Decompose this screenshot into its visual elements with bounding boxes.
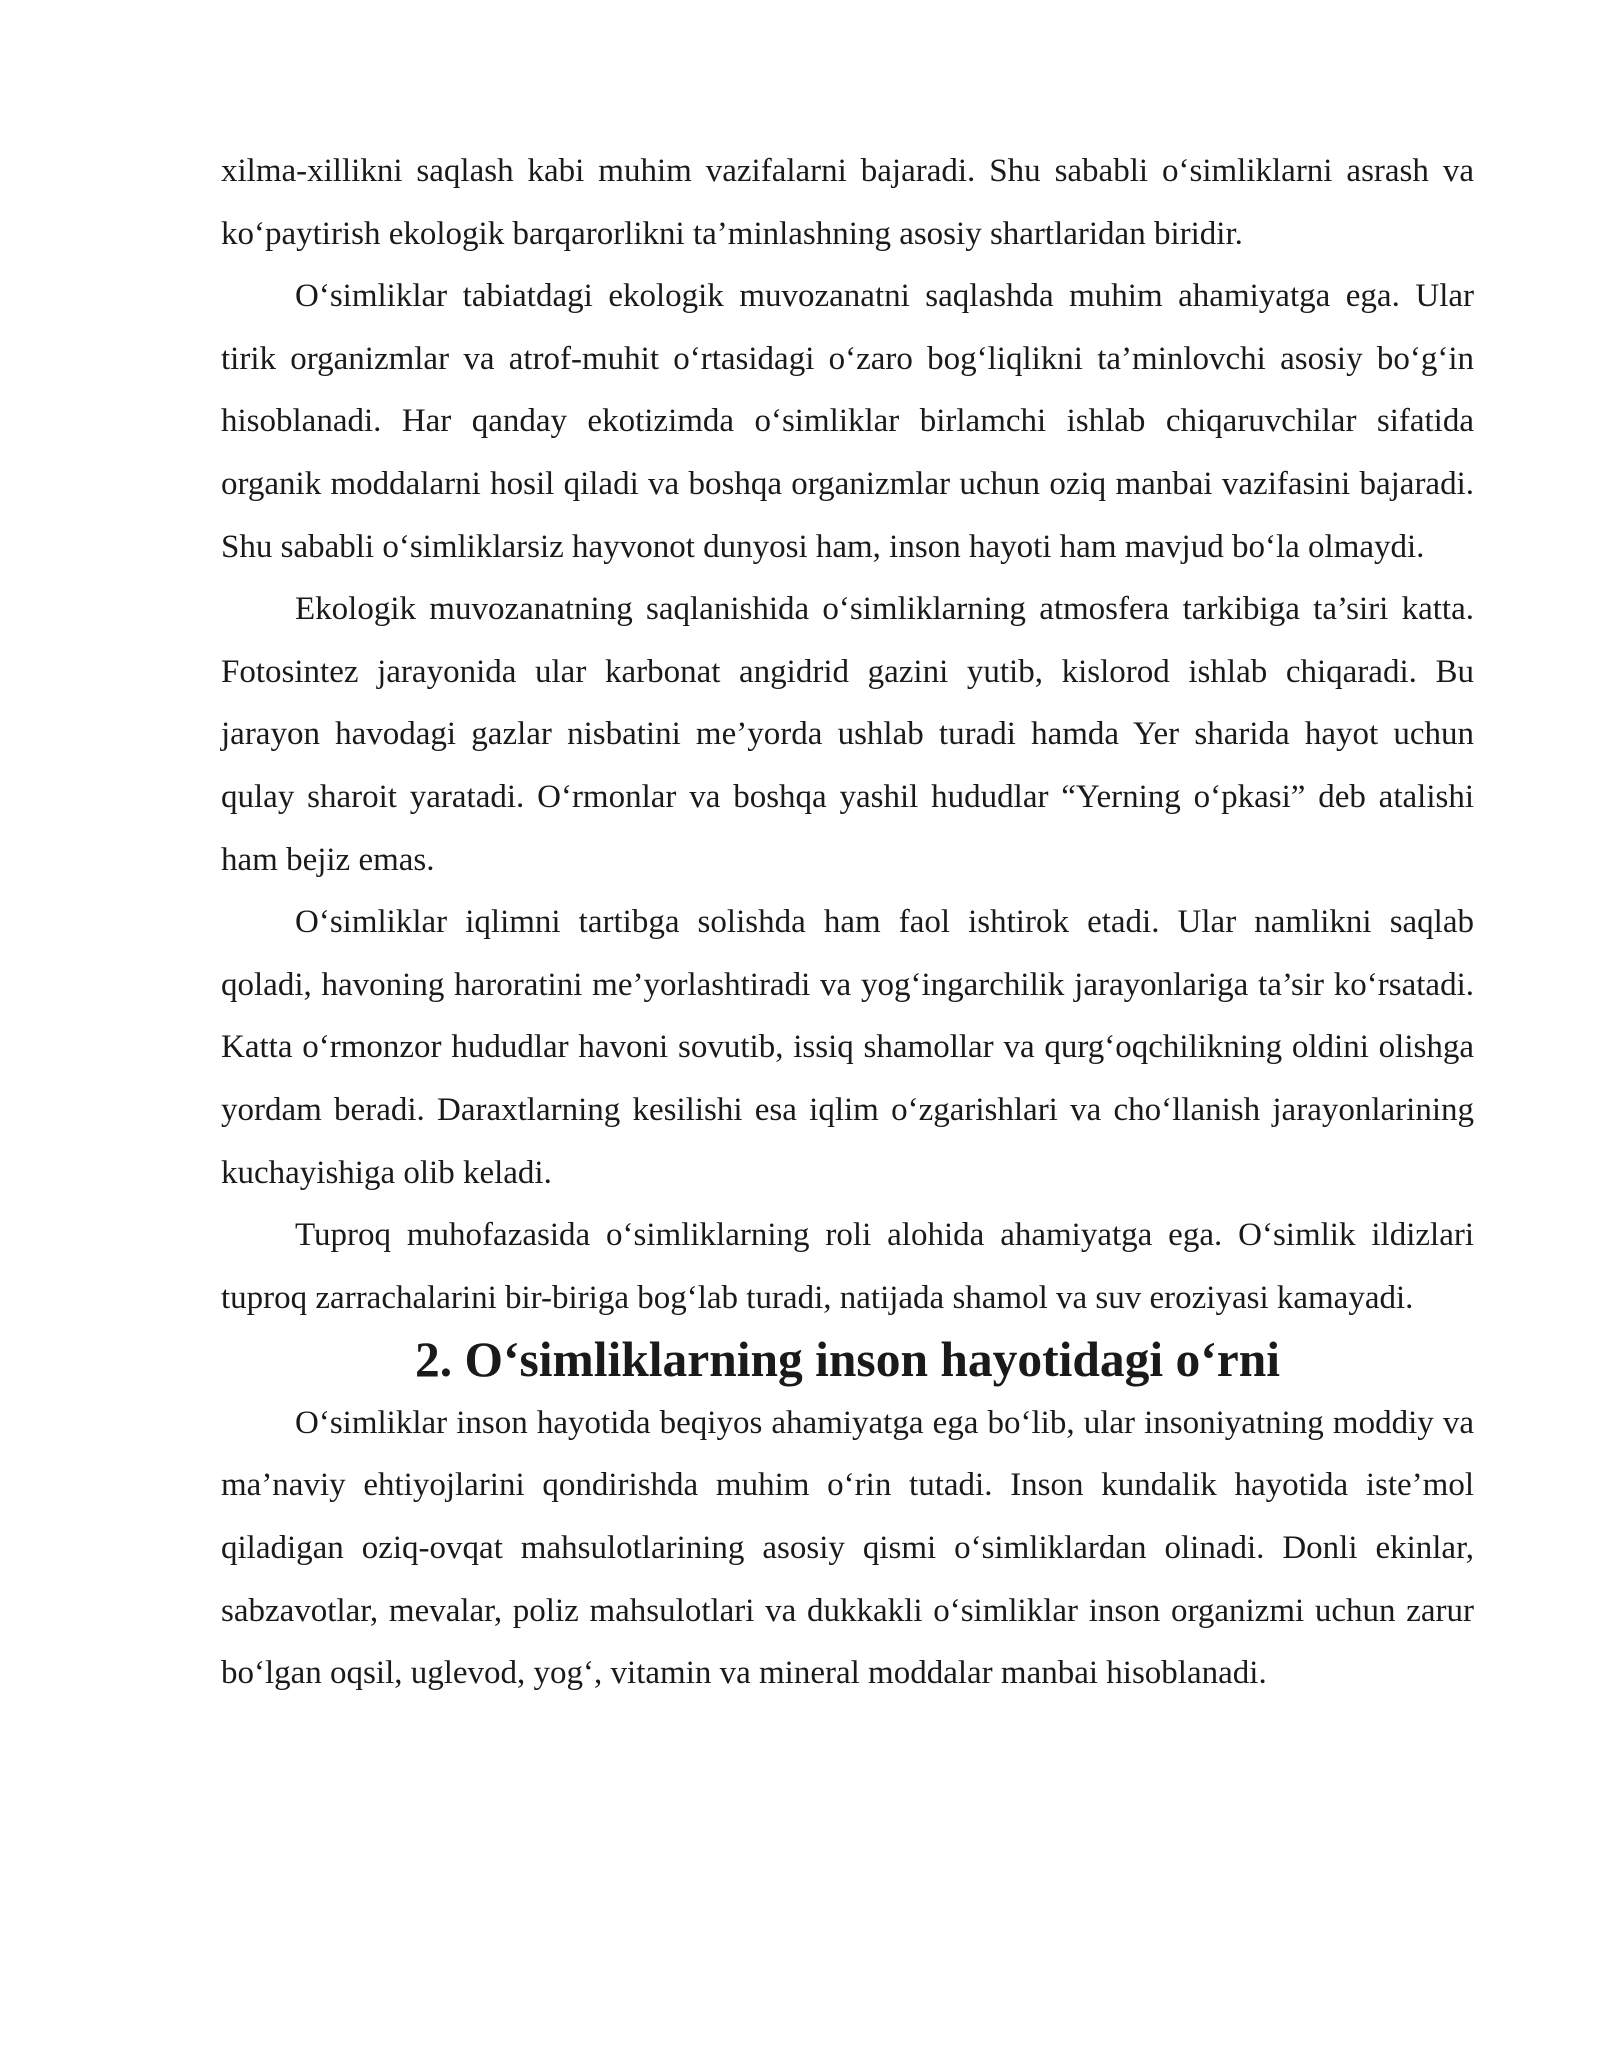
paragraph-atmosphere: Ekologik muvozanatning saqlanishida o‘simliklarning atmosfera tarkibiga ta’siri katta. Fotosintez jarayonida ular karbonat angidrid gazini yutib, kislorod ishlab chiqaradi. Bu jarayon havodagi gazlar nisbatini me’yorda ushlab turadi hamda Yer sharida hayot uchun qulay sharoit yaratadi. O‘rmonlar va boshqa yashil hududlar “Yerning o‘pkasi” deb atalishi ham bejiz emas.: [221, 591, 1474, 878]
section-heading: 2. O‘simliklarning inson hayotidagi o‘rni: [414, 1332, 1281, 1388]
paragraph-ecological-balance: O‘simliklar tabiatdagi ekologik muvozanatni saqlashda muhim ahamiyatga ega. Ular tirik organizmlar va atrof-muhit o‘rtasidagi o‘zaro bog‘liqlikni ta’minlovchi asosiy bo‘g‘in hisoblanadi. Har qanday ekotizimda o‘simliklar birlamchi ishlab chiqaruvchilar sifatida organik moddalarni hosil qiladi va boshqa organizmlar uchun oziq manbai vazifasini bajaradi. Shu sababli o‘simliklarsiz hayvonot dunyosi ham, inson hayoti ham mavjud bo‘la olmaydi.: [221, 278, 1474, 565]
paragraph-continuation: xilma-xillikni saqlash kabi muhim vazifalarni bajaradi. Shu sababli o‘simliklarni asrash va ko‘paytirish ekologik barqarorlikni ta’minlashning asosiy shartlaridan biridir.: [221, 153, 1474, 252]
paragraph-human-life: O‘simliklar inson hayotida beqiyos ahamiyatga ega bo‘lib, ular insoniyatning moddiy va ma’naviy ehtiyojlarini qondirishda muhim o‘rin tutadi. Inson kundalik hayotida iste’mol qiladigan oziq-ovqat mahsulotlarining asosiy qismi o‘simliklardan olinadi. Donli ekinlar, sabzavotlar, mevalar, poliz mahsulotlari va dukkakli o‘simliklar inson organizmi uchun zarur bo‘lgan oqsil, uglevod, yog‘, vitamin va mineral moddalar manbai hisoblanadi.: [221, 1404, 1474, 1692]
paragraph-soil-protection: Tuproq muhofazasida o‘simliklarning roli alohida ahamiyatga ega. O‘simlik ildizlari tuproq zarrachalarini bir-biriga bog‘lab turadi, natijada shamol va suv eroziyasi kamayadi.: [221, 1217, 1474, 1316]
paragraph-climate: O‘simliklar iqlimni tartibga solishda ham faol ishtirok etadi. Ular namlikni saqlab qoladi, havoning haroratini me’yorlashtiradi va yog‘ingarchilik jarayonlariga ta’sir ko‘rsatadi. Katta o‘rmonzor hududlar havoni sovutib, issiq shamollar va qurg‘oqchilikning oldini olishga yordam beradi. Daraxtlarning kesilishi esa iqlim o‘zgarishlari va cho‘llanish jarayonlarining kuchayishiga olib keladi.: [221, 904, 1474, 1191]
document-page: [221, 140, 1474, 1705]
